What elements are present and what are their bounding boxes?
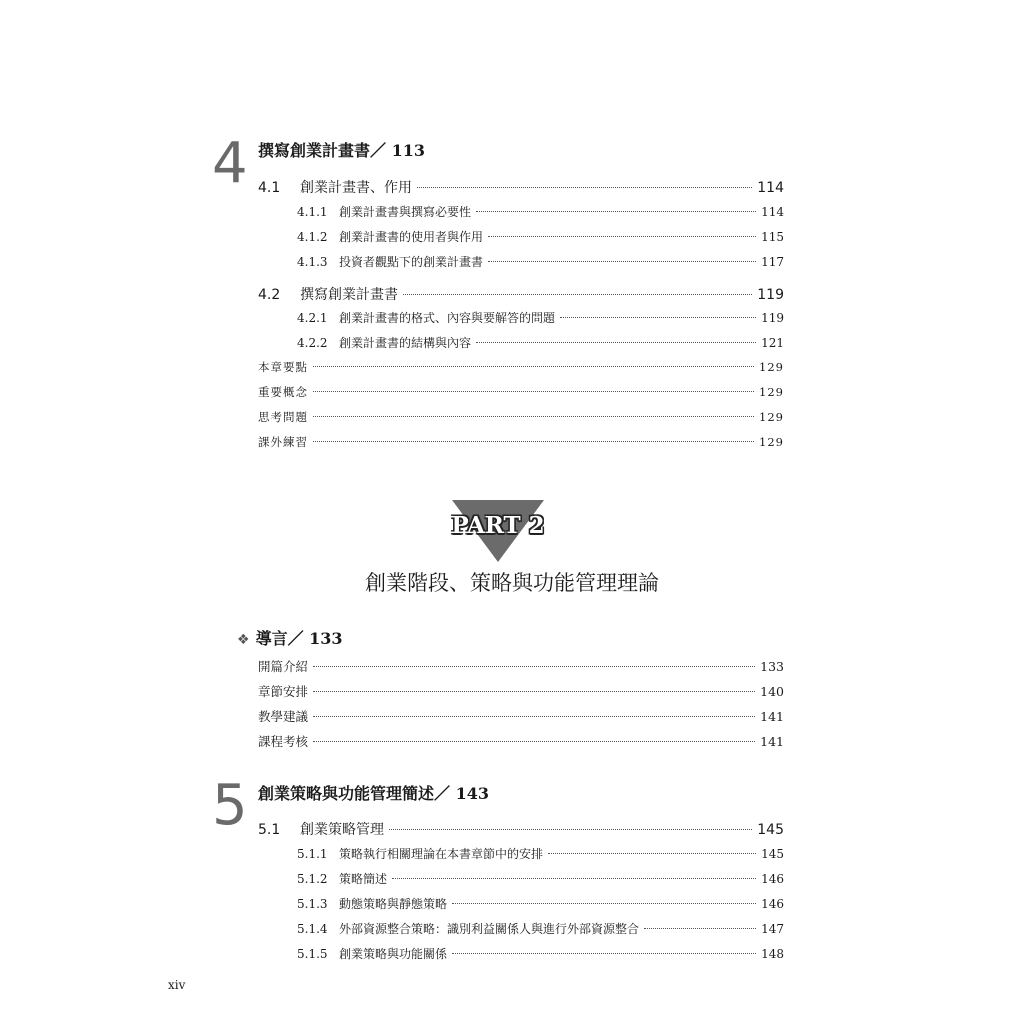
part-badge-label: PART 2: [451, 512, 545, 539]
leader-dots: [392, 878, 756, 879]
page-ref: 147: [761, 922, 784, 936]
subsection-number: 5.1.3: [297, 897, 328, 911]
subsection-number: 4.2.1: [297, 311, 328, 325]
entry-label: 課外練習: [258, 435, 308, 449]
leader-dots: [403, 294, 752, 295]
toc-entry-assessment[interactable]: [258, 732, 784, 750]
page-ref: 145: [757, 822, 784, 838]
section-number: 5.1: [258, 822, 281, 838]
page-ref: 121: [761, 336, 784, 350]
page-ref: 114: [757, 180, 784, 196]
page-ref: 146: [761, 872, 784, 886]
leader-dots: [313, 366, 754, 367]
toc-entry-exercises[interactable]: [258, 434, 784, 450]
subsection-number: 5.1.4: [297, 922, 328, 936]
leader-dots: [548, 853, 756, 854]
leader-dots: [560, 317, 756, 318]
subsection-label: 創業計畫書的使用者與作用: [339, 230, 484, 244]
toc-entry-4-2-2[interactable]: [297, 334, 784, 351]
subsection-label: 創業策略與功能關係: [339, 947, 448, 961]
entry-label: 思考問題: [258, 410, 308, 424]
leader-dots: [476, 211, 756, 212]
subsection-label: 創業計畫書的格式、內容與要解答的問題: [339, 311, 556, 325]
leader-dots: [313, 716, 755, 717]
toc-entry-questions[interactable]: [258, 409, 784, 425]
leader-dots: [313, 441, 754, 442]
leader-dots: [488, 236, 756, 237]
toc-entry-key-concepts[interactable]: [258, 384, 784, 400]
leader-dots: [417, 187, 752, 188]
section-label: 創業計畫書、作用: [300, 180, 412, 196]
diamond-icon: ❖: [237, 632, 250, 648]
entry-label: 開篇介紹: [258, 659, 309, 674]
entry-label: 本章要點: [258, 360, 308, 374]
subsection-label: 外部資源整合策略：識別利益關係人與進行外部資源整合: [339, 922, 640, 936]
toc-entry-5-1-1[interactable]: [297, 845, 784, 862]
leader-dots: [313, 666, 755, 667]
page-ref: 129: [759, 385, 784, 399]
subsection-number: 5.1.2: [297, 872, 328, 886]
subsection-label: 創業計畫書與撰寫必要性: [339, 205, 472, 219]
toc-entry-5-1-3[interactable]: [297, 895, 784, 912]
toc-entry-4-1-1[interactable]: [297, 203, 784, 220]
page-ref: 129: [759, 410, 784, 424]
leader-dots: [644, 928, 756, 929]
intro-heading[interactable]: [237, 626, 343, 649]
toc-entry-4-1-3[interactable]: [297, 253, 784, 270]
leader-dots: [488, 261, 756, 262]
subsection-label: 策略執行相關理論在本書章節中的安排: [339, 847, 544, 861]
part-badge: [450, 500, 546, 562]
chapter-4-title[interactable]: 撰寫創業計畫書／ 113: [258, 141, 425, 160]
toc-entry-5-1[interactable]: [258, 819, 784, 839]
toc-entry-4-2[interactable]: [258, 284, 784, 304]
intro-title: 導言／ 133: [255, 629, 343, 648]
page-ref: 117: [761, 255, 784, 269]
subsection-number: 4.2.2: [297, 336, 328, 350]
toc-entry-arrangement[interactable]: [258, 682, 784, 700]
toc-entry-opening[interactable]: [258, 657, 784, 675]
page-ref: 115: [761, 230, 784, 244]
page-ref: 129: [759, 360, 784, 374]
page-ref: 140: [760, 684, 784, 699]
page-ref: 119: [761, 311, 784, 325]
leader-dots: [313, 391, 754, 392]
page-ref: 133: [760, 659, 784, 674]
subsection-number: 4.1.3: [297, 255, 328, 269]
subsection-label: 創業計畫書的結構與內容: [339, 336, 472, 350]
toc-entry-4-2-1[interactable]: [297, 309, 784, 326]
page-ref: 114: [761, 205, 784, 219]
leader-dots: [389, 829, 752, 830]
part-title: 創業階段、策略與功能管理理論: [365, 571, 659, 595]
subsection-number: 5.1.1: [297, 847, 328, 861]
leader-dots: [452, 903, 756, 904]
page-ref: 141: [760, 709, 784, 724]
subsection-label: 動態策略與靜態策略: [339, 897, 448, 911]
subsection-number: 4.1.2: [297, 230, 328, 244]
toc-entry-4-1-2[interactable]: [297, 228, 784, 245]
section-label: 創業策略管理: [300, 822, 384, 838]
entry-label: 章節安排: [258, 684, 309, 699]
toc-entry-4-1[interactable]: [258, 177, 784, 197]
page-ref: 141: [760, 734, 784, 749]
page-ref: 148: [761, 947, 784, 961]
entry-label: 教學建議: [258, 709, 309, 724]
entry-label: 課程考核: [258, 734, 309, 749]
entry-label: 重要概念: [258, 385, 308, 399]
subsection-label: 策略簡述: [339, 872, 388, 886]
chapter-5-number: 5: [212, 773, 248, 838]
page-number: xiv: [168, 978, 186, 992]
chapter-4-number: 4: [212, 131, 248, 196]
subsection-number: 4.1.1: [297, 205, 328, 219]
toc-entry-5-1-4[interactable]: [297, 920, 784, 937]
section-number: 4.2: [258, 287, 281, 303]
toc-entry-teaching[interactable]: [258, 707, 784, 725]
page-ref: 145: [761, 847, 784, 861]
subsection-number: 5.1.5: [297, 947, 328, 961]
page-ref: 146: [761, 897, 784, 911]
page-ref: 119: [757, 287, 784, 303]
leader-dots: [476, 342, 756, 343]
chapter-5-title[interactable]: 創業策略與功能管理簡述／ 143: [258, 784, 489, 803]
page-ref: 129: [759, 435, 784, 449]
leader-dots: [313, 691, 755, 692]
toc-entry-chapter-summary[interactable]: [258, 359, 784, 375]
leader-dots: [313, 416, 754, 417]
toc-entry-5-1-2[interactable]: [297, 870, 784, 887]
leader-dots: [313, 741, 755, 742]
section-number: 4.1: [258, 180, 281, 196]
toc-entry-5-1-5[interactable]: [297, 945, 784, 962]
subsection-label: 投資者觀點下的創業計畫書: [339, 255, 484, 269]
leader-dots: [452, 953, 756, 954]
section-label: 撰寫創業計畫書: [300, 287, 398, 303]
